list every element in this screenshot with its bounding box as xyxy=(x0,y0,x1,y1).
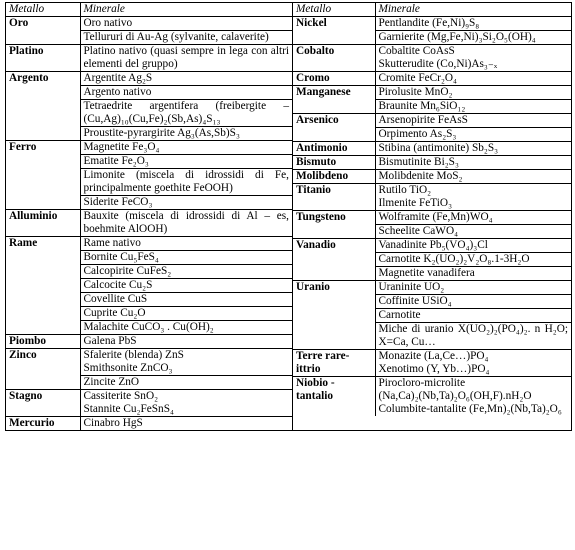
metal-name: Mercurio xyxy=(6,417,80,431)
table-row xyxy=(293,72,571,86)
header-metal: Metallo xyxy=(293,3,375,17)
table-row xyxy=(6,417,292,431)
mineral-cell: Scheelite CaWO₄ xyxy=(375,225,571,239)
header-row xyxy=(293,3,571,17)
table-row xyxy=(6,210,292,237)
metal-name: Tungsteno xyxy=(293,211,375,239)
table-row xyxy=(293,239,571,253)
table-row xyxy=(6,141,292,155)
table-row xyxy=(293,170,571,184)
mineral-cell: Limonite (miscela di idrossidi di Fe, principalmente goethite FeOOH) xyxy=(80,169,292,196)
table-row xyxy=(6,237,292,251)
table-row xyxy=(6,349,292,376)
mineral-cell: Wolframite (Fe,Mn)WO₄ xyxy=(375,211,571,225)
right-metals-table xyxy=(293,3,571,416)
mineral-cell: Zincite ZnO xyxy=(80,376,292,390)
mineral-cell: Malachite CuCO₃ . Cu(OH)₂ xyxy=(80,321,292,335)
table-row xyxy=(6,390,292,417)
metal-name: Manganese xyxy=(293,86,375,114)
table-row xyxy=(293,156,571,170)
metal-name: Rame xyxy=(6,237,80,335)
table-row xyxy=(293,45,571,72)
mineral-cell: Stibina (antimonite) Sb₂S₃ xyxy=(375,142,571,156)
table-row xyxy=(293,184,571,211)
mineral-cell: Tetraedrite argentifera (freibergite – (Cu,Ag)₁₀(Cu,Fe)₂(Sb,As)₄S₁₃ xyxy=(80,100,292,127)
minerals-table xyxy=(5,2,572,431)
mineral-cell: Rutilo TiO₂ Ilmenite FeTiO₃ xyxy=(375,184,571,211)
table-row xyxy=(293,142,571,156)
mineral-cell: Sfalerite (blenda) ZnS Smithsonite ZnCO₃ xyxy=(80,349,292,376)
mineral-cell: Pirolusite MnO₂ xyxy=(375,86,571,100)
metal-name: Antimonio xyxy=(293,142,375,156)
mineral-cell: Oro nativo xyxy=(80,17,292,31)
metal-name: Platino xyxy=(6,45,80,72)
metal-name: Terre rare-ittrio xyxy=(293,350,375,377)
mineral-cell: Rame nativo xyxy=(80,237,292,251)
mineral-cell: Pirocloro-microlite (Na,Ca)₂(Nb,Ta)₂O₆(OH,F).nH₂O Columbite-tantalite (Fe,Mn)₂(Nb,Ta)₂O₆ xyxy=(375,377,571,417)
table-row xyxy=(6,45,292,72)
table-row xyxy=(6,72,292,86)
table-row xyxy=(293,211,571,225)
metal-name: Arsenico xyxy=(293,114,375,142)
header-row xyxy=(6,3,292,17)
mineral-cell: Molibdenite MoS₂ xyxy=(375,170,571,184)
mineral-cell: Magnetite Fe₃O₄ xyxy=(80,141,292,155)
metal-name: Cromo xyxy=(293,72,375,86)
metal-name: Zinco xyxy=(6,349,80,390)
header-mineral: Minerale xyxy=(83,3,125,15)
mineral-cell: Garnierite (Mg,Fe,Ni)₃Si₂O₅(OH)₄ xyxy=(375,31,571,45)
mineral-cell: Calcopirite CuFeS₂ xyxy=(80,265,292,279)
metal-name: Molibdeno xyxy=(293,170,375,184)
mineral-cell: Orpimento As₂S₃ xyxy=(375,128,571,142)
metal-name: Uranio xyxy=(293,281,375,350)
mineral-cell: Covellite CuS xyxy=(80,293,292,307)
mineral-cell: Calcocite Cu₂S xyxy=(80,279,292,293)
mineral-cell: Argento nativo xyxy=(80,86,292,100)
mineral-cell: Carnotite xyxy=(375,309,571,323)
mineral-cell: Cinabro HgS xyxy=(80,417,292,431)
metal-name: Alluminio xyxy=(6,210,80,237)
mineral-cell: Cassiterite SnO₂ Stannite Cu₂FeSnS₄ xyxy=(80,390,292,417)
table-row xyxy=(293,86,571,100)
metal-name: Cobalto xyxy=(293,45,375,72)
mineral-cell: Argentite Ag₂S xyxy=(80,72,292,86)
table-row xyxy=(293,281,571,295)
mineral-cell: Coffinite USiO₄ xyxy=(375,295,571,309)
left-metals-table xyxy=(6,3,292,430)
right-column xyxy=(293,3,572,431)
table-row xyxy=(293,350,571,377)
header-mineral: Minerale xyxy=(378,3,420,15)
table-row xyxy=(6,17,292,31)
metal-name: Niobio - tantalio xyxy=(293,377,375,417)
metal-name: Vanadio xyxy=(293,239,375,281)
mineral-cell: Bornite Cu₅FeS₄ xyxy=(80,251,292,265)
table-row xyxy=(6,335,292,349)
metal-name: Piombo xyxy=(6,335,80,349)
minerals-table-wrapper xyxy=(5,2,571,431)
mineral-cell: Tellururi di Au-Ag (sylvanite, calaverite) xyxy=(80,31,292,45)
table-row xyxy=(293,17,571,31)
mineral-cell: Vanadinite Pb₅(VO₄)₃Cl xyxy=(375,239,571,253)
metal-name: Oro xyxy=(6,17,80,45)
mineral-cell: Braunite Mn₆SiO₁₂ xyxy=(375,100,571,114)
mineral-cell: Bauxite (miscela di idrossidi di Al – es, boehmite AlOOH) xyxy=(80,210,292,237)
mineral-cell: Cuprite Cu₂O xyxy=(80,307,292,321)
table-row xyxy=(293,114,571,128)
metal-name: Stagno xyxy=(6,390,80,417)
mineral-cell: Bismutinite Bi₂S₃ xyxy=(375,156,571,170)
mineral-cell: Uraninite UO₂ xyxy=(375,281,571,295)
table-row xyxy=(293,377,571,417)
mineral-cell: Platino nativo (quasi sempre in lega con altri elementi del gruppo) xyxy=(80,45,292,72)
mineral-cell: Pentlandite (Fe,Ni)₉S₈ xyxy=(375,17,571,31)
mineral-cell: Magnetite vanadifera xyxy=(375,267,571,281)
metal-name: Bismuto xyxy=(293,156,375,170)
left-column xyxy=(6,3,293,431)
mineral-cell: Galena PbS xyxy=(80,335,292,349)
mineral-cell: Monazite (La,Ce…)PO₄ Xenotimo (Y, Yb…)PO₄ xyxy=(375,350,571,377)
header-metal: Metallo xyxy=(6,3,80,17)
metal-name: Argento xyxy=(6,72,80,141)
mineral-cell: Miche di uranio X(UO₂)₂(PO₄)₂. n H₂O; X=Ca, Cu… xyxy=(375,323,571,350)
mineral-cell: Arsenopirite FeAsS xyxy=(375,114,571,128)
mineral-cell: Cromite FeCr₂O₄ xyxy=(375,72,571,86)
mineral-cell: Ematite Fe₂O₃ xyxy=(80,155,292,169)
metal-name: Nickel xyxy=(293,17,375,45)
metal-name: Titanio xyxy=(293,184,375,211)
mineral-cell: Carnotite K₂(UO₂)₂V₂O₈.1-3H₂O xyxy=(375,253,571,267)
mineral-cell: Siderite FeCO₃ xyxy=(80,196,292,210)
metal-name: Ferro xyxy=(6,141,80,210)
mineral-cell: Cobaltite CoAsS Skutterudite (Co,Ni)As₃₋ₓ xyxy=(375,45,571,72)
mineral-cell: Proustite-pyrargirite Ag₃(As,Sb)S₃ xyxy=(80,127,292,141)
